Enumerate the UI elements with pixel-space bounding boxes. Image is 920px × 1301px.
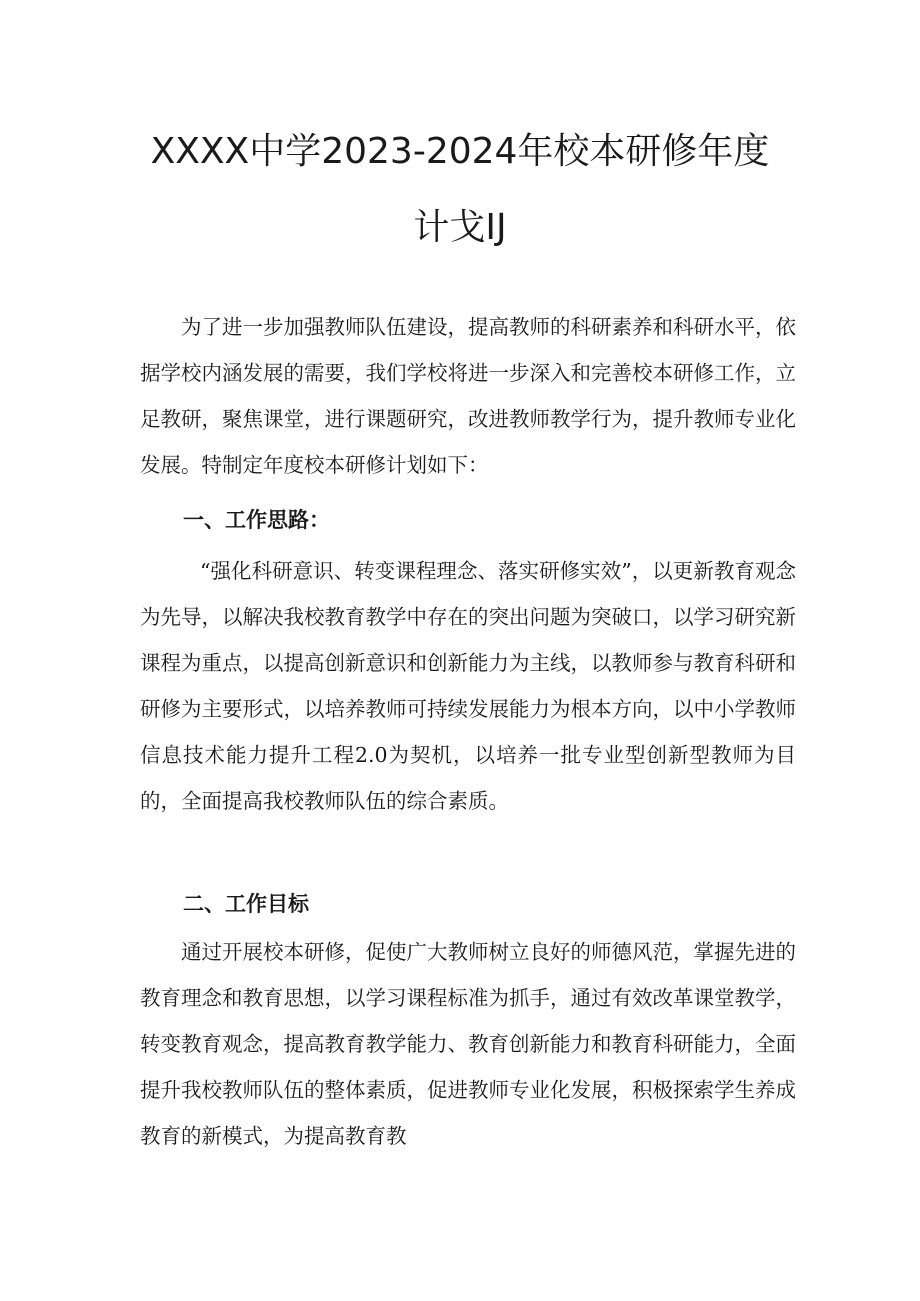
document-title-line1: XXXX中学2023-2024年校本研修年度 <box>150 131 770 172</box>
document-title-line2: 计戈IJ <box>413 207 507 248</box>
section-heading-work-goals: 二、工作目标 <box>183 892 309 916</box>
section-heading-work-ideas: 一、工作思路： <box>183 508 330 532</box>
work-goals-paragraph: 通过开展校本研修，促使广大教师树立良好的师德风范，掌握先进的教育理念和教育思想，以学习课程标准为抓手，通过有效改革课堂教学，转变教育观念，提高教育教学能力、教育创新能力和教育科研能力，全面提升我校教师队伍的整体素质，促进教师专业化发展，积极探索学生养成教育的新模式，为提高教育教 <box>140 940 796 1148</box>
work-ideas-paragraph: “强化科研意识、转变课程理念、落实研修实效”，以更新教育观念为先导，以解决我校教育教学中存在的突出问题为突破口，以学习研究新课程为重点，以提高创新意识和创新能力为主线，以教师参与教育科研和研修为主要形式，以培养教师可持续发展能力为根本方向，以中小学教师信息技术能力提升工程2.0为契机，以培养一批专业型创新型教师为目的，全面提高我校教师队伍的综合素质。 <box>140 559 796 813</box>
intro-paragraph: 为了进一步加强教师队伍建设，提高教师的科研素养和科研水平，依据学校内涵发展的需要，我们学校将进一步深入和完善校本研修工作，立足教研，聚焦课堂，进行课题研究，改进教师教学行为，提升教师专业化发展。特制定年度校本研修计划如下： <box>140 315 796 477</box>
